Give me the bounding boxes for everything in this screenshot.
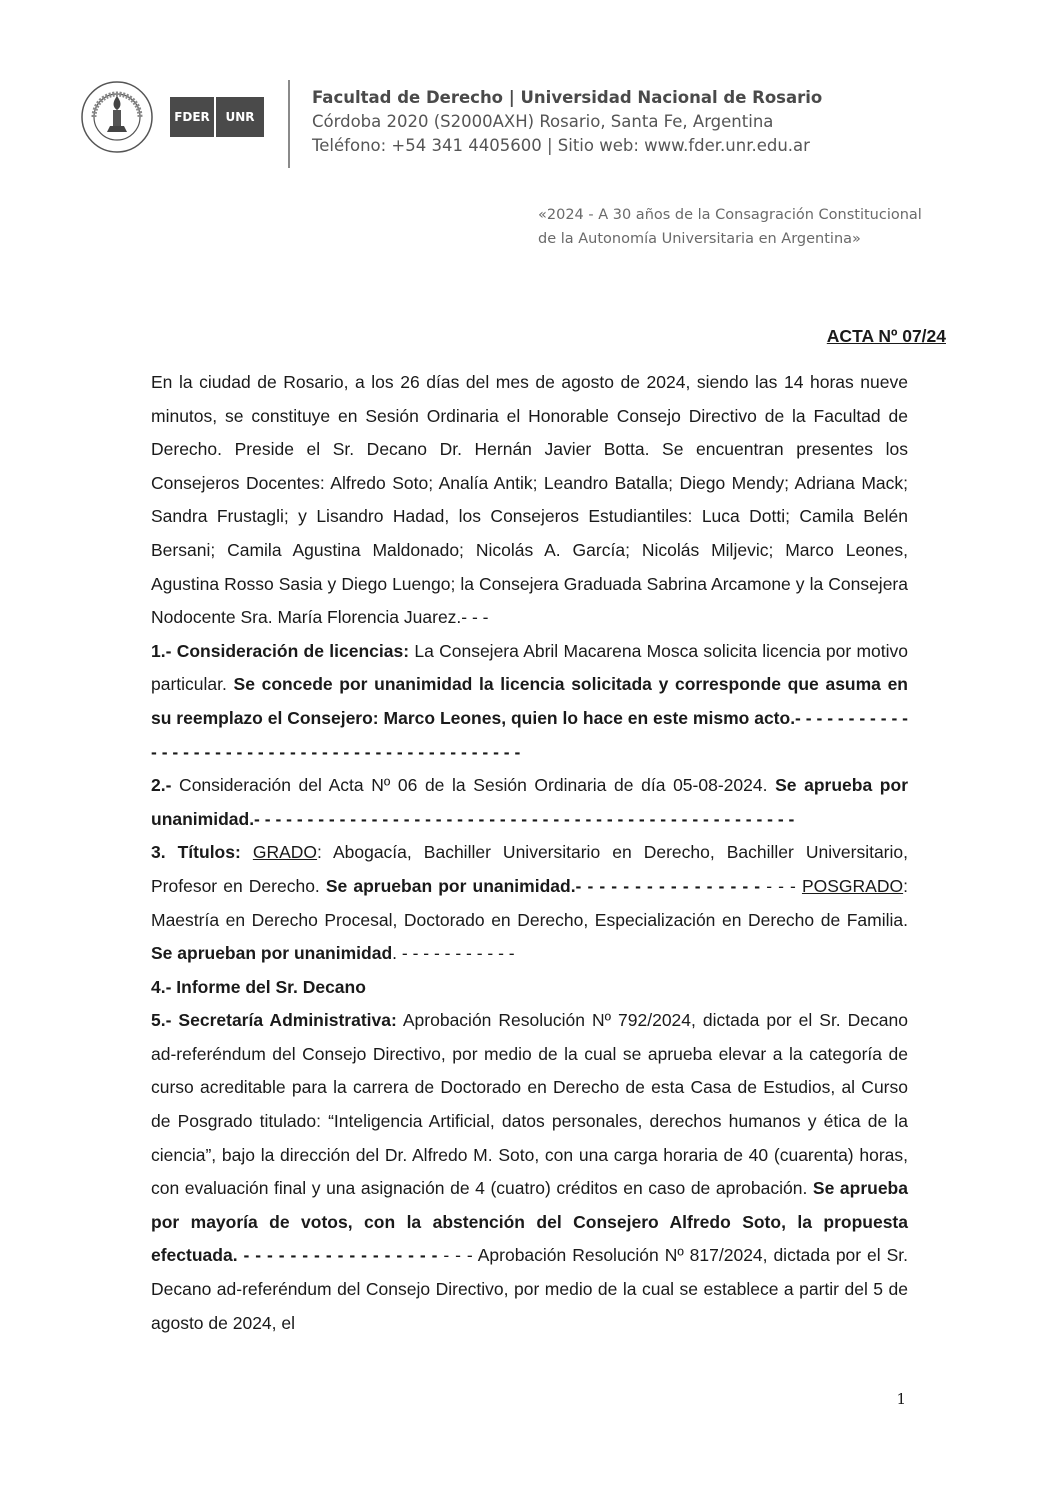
item-2-resolution: Se aprueba por unanimidad.- - - - - - - - - - - - - - - - - - - - - - - - - - - - - - - - - - - - - - - - - - - - - - - - - - - (151, 775, 908, 829)
letterhead (0, 0, 1058, 260)
item-1-heading: 1.- Consideración de licencias: (151, 640, 410, 661)
item-3-heading: 3. Títulos: (151, 842, 241, 863)
item-3 (151, 836, 908, 970)
unr-badge: UNR (216, 97, 264, 137)
posgrado-label: POSGRADO (801, 875, 904, 896)
item-2-heading: 2.- (151, 775, 172, 796)
institution-name: Facultad de Derecho | Universidad Nacional de Rosario (312, 88, 823, 107)
grado-label: GRADO (252, 842, 318, 863)
document-body (151, 366, 908, 1340)
grado-resolution: Se aprueban por unanimidad.- - - - - - - - - - - - - - - - (325, 875, 761, 896)
item-5 (151, 1004, 908, 1340)
page-number: 1 (896, 1390, 906, 1408)
item-5-text: Aprobación Resolución Nº 792/2024, dictada por el Sr. Decano ad-referéndum del Consejo Directivo, por medio de la cual se aprueba elevar a la categoría de curso acreditable para la carrera de Doctorado en Derecho de esta Casa de Estudios, al Curso de Posgrado titulado: “Inteligencia Artificial, datos personales, derechos humanos y ética de la ciencia”, bajo la dirección del Dr. Alfredo M. Soto, con una carga horaria de 40 (cuarenta) horas, con evaluación final y una asignación de 4 (cuatro) créditos en caso de aprobación. (151, 1010, 908, 1199)
acta-title: ACTA Nº 07/24 (826, 326, 946, 346)
intro-paragraph (151, 366, 908, 635)
item-5-continuation: - - - Aprobación Resolución Nº 817/2024, dictada por el Sr. Decano ad-referéndum del Consejo Directivo, por medio de la cual se establece a partir del 5 de agosto de 2024, el (151, 1245, 908, 1333)
item-2-text: Consideración del Acta Nº 06 de la Sesión Ordinaria de día 05-08-2024. (171, 775, 776, 796)
header-divider (288, 80, 290, 168)
item-1-text: La Consejera Abril Macarena Mosca solicita licencia por motivo particular. (151, 640, 908, 695)
fder-badge: FDER (170, 97, 214, 137)
unr-seal-icon (80, 80, 154, 154)
posgrado-resolution: Se aprueban por unanimidad (151, 943, 393, 964)
header-motto (538, 203, 922, 251)
item-2 (151, 769, 908, 836)
item-1-resolution: Se concede por unanimidad la licencia solicitada y corresponde que asuma en su reemplazo el Consejero: Marco Leones, quien lo hace en este mismo acto.- - - - - - - - - - - - - - - - - - - - - - - - - - - - - - - - - - - - - - - - - - - - - - (151, 674, 908, 762)
item-4 (151, 971, 908, 1005)
posgrado-text: : Maestría en Derecho Procesal, Doctorado en Derecho, Especialización en Derecho de Familia. (151, 875, 908, 930)
item-1 (151, 635, 908, 769)
institution-info (312, 86, 822, 158)
motto-line-2: de la Autonomía Universitaria en Argentina» (538, 231, 861, 247)
item-5-resolution: Se aprueba por mayoría de votos, con la abstención del Consejero Alfredo Soto, la propuesta efectuada. - - - - - - - - - - - - - - - - - (151, 1178, 908, 1266)
motto-line-1: «2024 - A 30 años de la Consagración Constitucional (538, 207, 922, 223)
intro-text: En la ciudad de Rosario, a los 26 días del mes de agosto de 2024, siendo las 14 horas nueve minutos, se constituye en Sesión Ordinaria el Honorable Consejo Directivo de la Facultad de Derecho. Preside el Sr. Decano Dr. Hernán Javier Botta. Se encuentran presentes los Consejeros Docentes: Alfredo Soto; Analía Antik; Leandro Batalla; Diego Mendy; Adriana Mack; Sandra Frustagli; y Lisandro Hadad, los Consejeros Estudiantiles: Luca Dotti; Camila Belén Bersani; Camila Agustina Maldonado; Nicolás A. García; Nicolás Miljevic; Marco Leones, Agustina Rosso Sasia y Diego Luengo; la Consejera Graduada Sabrina Arcamone y la Consejera Nodocente Sra. María Florencia Juarez.- - - (151, 372, 908, 628)
posgrado-tail: . - - - - - - - - - - - (392, 943, 515, 964)
item-4-heading: 4.- Informe del Sr. Decano (151, 976, 366, 997)
institution-address: Córdoba 2020 (S2000AXH) Rosario, Santa Fe, Argentina (312, 112, 774, 131)
item-3-dashes: - - - (766, 875, 802, 896)
grado-text: : Abogacía, Bachiller Universitario en Derecho, Bachiller Universitario, Profesor en Derecho. (151, 842, 908, 896)
item-5-heading: 5.- Secretaría Administrativa: (151, 1010, 397, 1031)
institution-contact: Teléfono: +54 341 4405600 | Sitio web: www.fder.unr.edu.ar (312, 136, 810, 155)
